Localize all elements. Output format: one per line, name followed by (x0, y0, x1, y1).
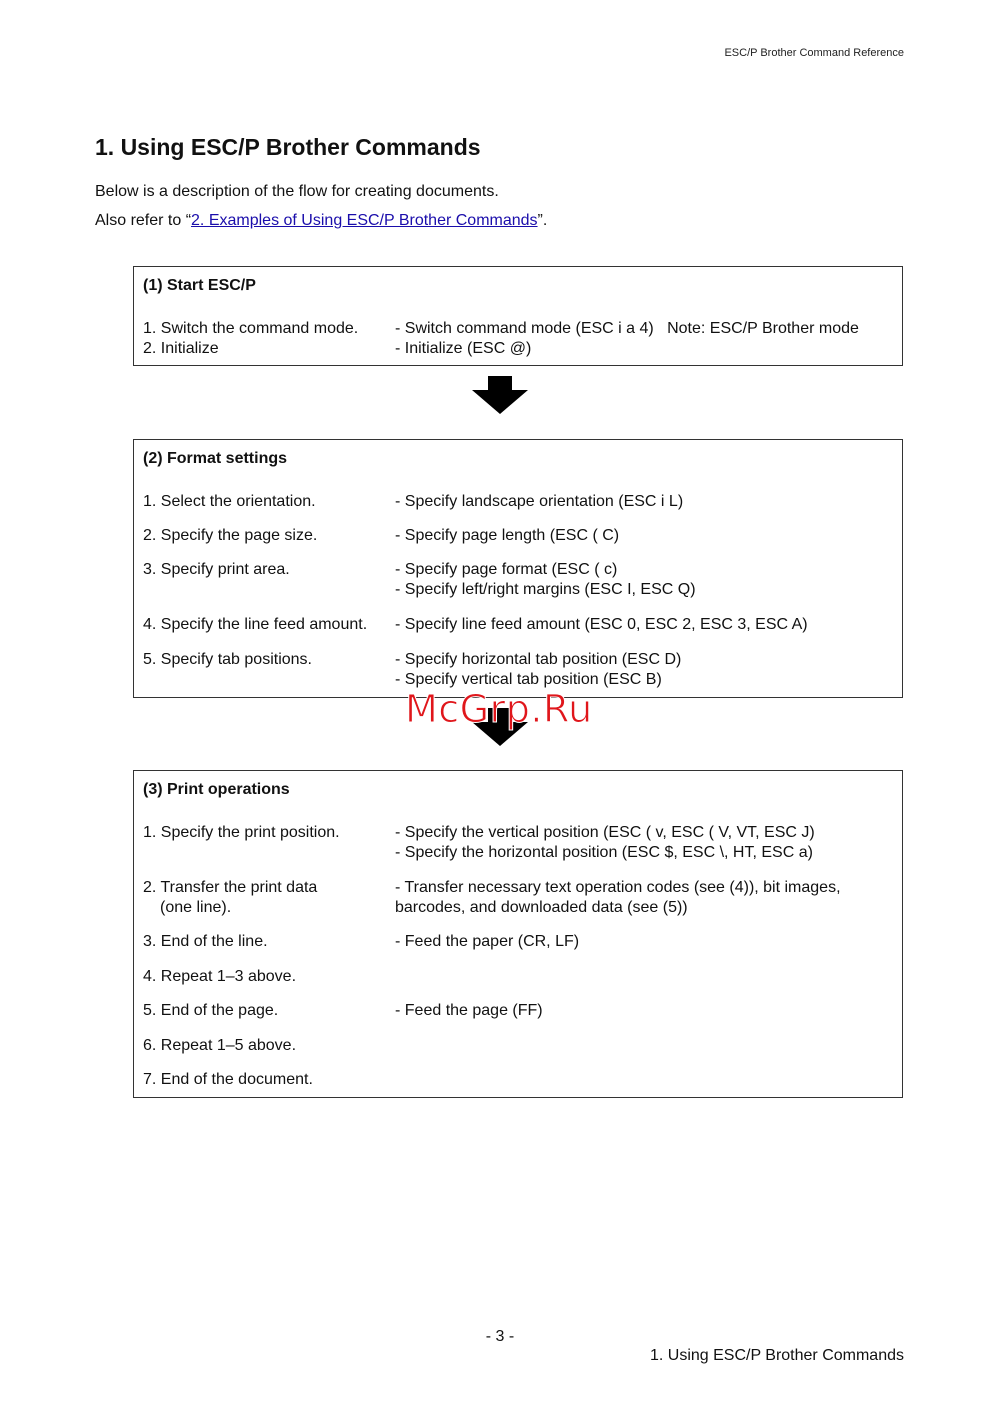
command-label (395, 560, 894, 600)
intro-suffix: ”. (537, 212, 548, 229)
step-label: 3. Specify print area. (143, 561, 290, 578)
down-arrow-icon (472, 376, 528, 414)
step-line: 2. Transfer the print data (143, 879, 318, 896)
format-settings-box (133, 439, 903, 698)
command-label (395, 823, 894, 863)
examples-link[interactable]: 2. Examples of Using ESC/P Brother Commands (191, 212, 538, 229)
command-line: - Specify horizontal tab position (ESC D) (395, 651, 682, 668)
command-line: - Specify page format (ESC ( c) (395, 561, 618, 578)
step-label: 7. End of the document. (143, 1071, 313, 1088)
command-label: - Feed the page (FF) (395, 1002, 543, 1019)
step-label: 5. Specify tab positions. (143, 651, 312, 668)
footer-section-title: 1. Using ESC/P Brother Commands (649, 1347, 904, 1364)
watermark-logo: McGrp.Ru (405, 687, 593, 731)
command-label: - Specify landscape orientation (ESC i L) (395, 493, 684, 510)
command-label (395, 650, 894, 690)
command-label (395, 878, 894, 918)
header-doc-reference: ESC/P Brother Command Reference (724, 47, 904, 59)
start-escp-box (133, 266, 903, 366)
step-label: 1. Select the orientation. (143, 493, 316, 510)
step-label: 4. Repeat 1–3 above. (143, 968, 297, 985)
step-label: 1. Switch the command mode. (143, 320, 359, 337)
section-title-format: (2) Format settings (143, 450, 288, 467)
intro-prefix: Also refer to “ (95, 212, 192, 229)
step-label: 5. End of the page. (143, 1002, 279, 1019)
command-label: - Initialize (ESC @) (395, 340, 532, 357)
step-label: 2. Initialize (143, 340, 219, 357)
command-line: - Specify the horizontal position (ESC $, ESC \, HT, ESC a) (395, 844, 813, 861)
command-line: barcodes, and downloaded data (see (5)) (395, 899, 688, 916)
intro-reference (95, 212, 547, 230)
page-number: - 3 - (485, 1328, 515, 1345)
intro-text: Below is a description of the flow for creating documents. (95, 183, 499, 200)
step-label: 1. Specify the print position. (143, 824, 340, 841)
command-label: - Switch command mode (ESC i a 4) Note: ESC/P Brother mode (395, 320, 859, 337)
command-line: - Transfer necessary text operation codes (see (4)), bit images, (395, 879, 841, 896)
section-title-start: (1) Start ESC/P (143, 277, 256, 294)
command-label: - Specify page length (ESC ( C) (395, 527, 620, 544)
step-label (143, 878, 393, 918)
step-line: (one line). (160, 899, 232, 916)
command-line: - Specify left/right margins (ESC I, ESC Q) (395, 581, 696, 598)
command-label: - Feed the paper (CR, LF) (395, 933, 580, 950)
step-label: 3. End of the line. (143, 933, 268, 950)
step-label: 6. Repeat 1–5 above. (143, 1037, 297, 1054)
command-label: - Specify line feed amount (ESC 0, ESC 2, ESC 3, ESC A) (395, 616, 808, 633)
command-line: - Specify the vertical position (ESC ( v, ESC ( V, VT, ESC J) (395, 824, 815, 841)
step-label: 2. Specify the page size. (143, 527, 318, 544)
section-title-print: (3) Print operations (143, 781, 290, 798)
step-label: 4. Specify the line feed amount. (143, 616, 368, 633)
command-line: - Specify vertical tab position (ESC B) (395, 671, 662, 688)
page-title: 1. Using ESC/P Brother Commands (95, 134, 481, 160)
print-operations-box (133, 770, 903, 1098)
